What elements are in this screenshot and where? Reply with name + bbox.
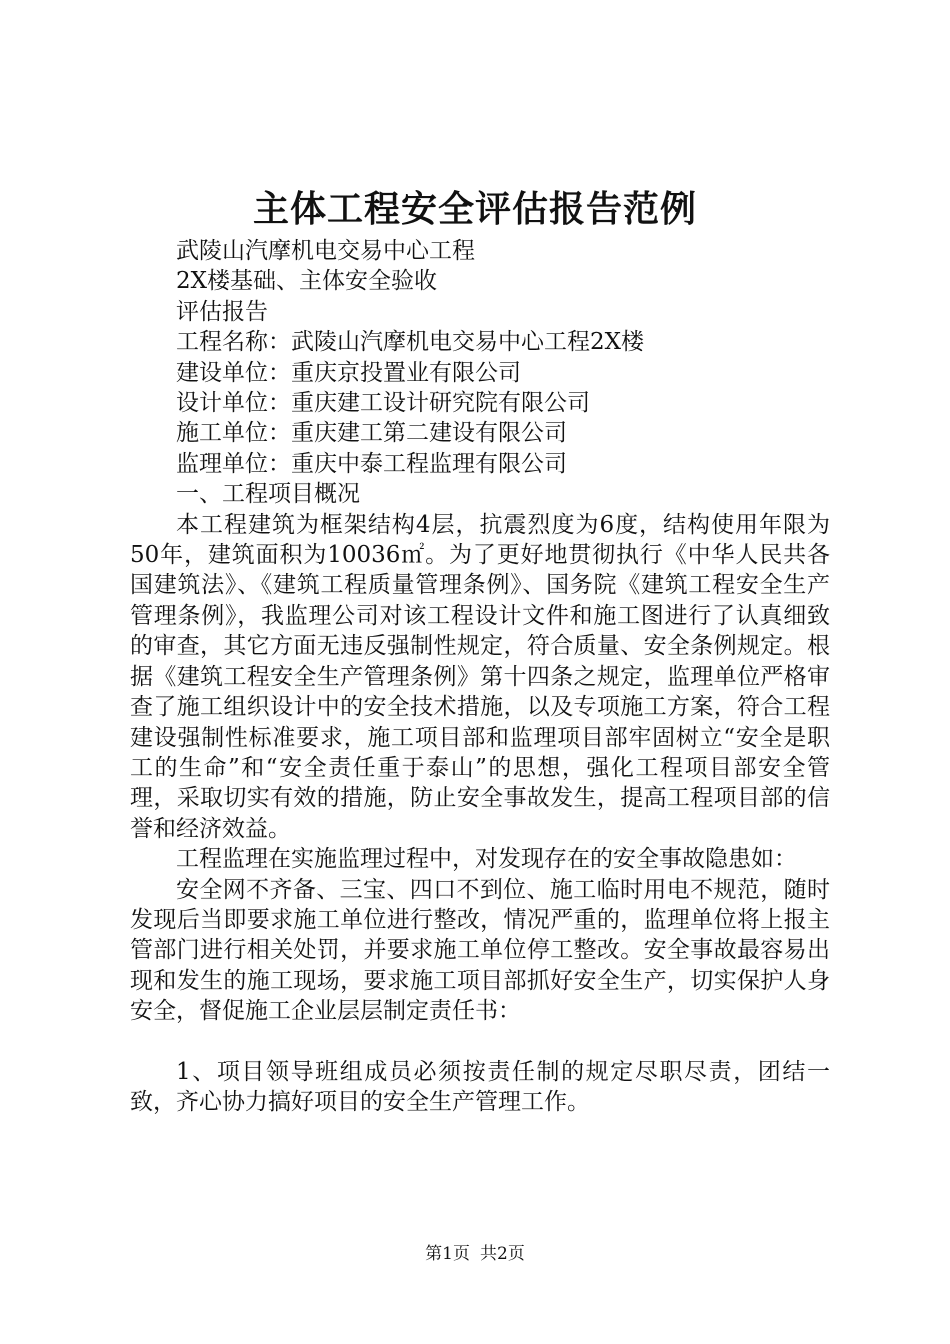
paragraph: 监理单位：重庆中泰工程监理有限公司 [176, 450, 567, 477]
page-number: 第1页 [425, 1244, 470, 1264]
paragraph: 本工程建筑为框架结构4层，抗震烈度为6度，结构使用年限为50年，建筑面积为10036㎡。为了更好地贯彻执行《中华人民共各国建筑法》、《建筑工程质量管理条例》、国务院《建筑工程安全生产管理条例》，我监理公司对该工程设计文件和施工图进行了认真细致的审查，其它方面无违反强制性规定，符合质量、安全条例规定。根据《建筑工程安全生产管理条例》第十四条之规定，监理单位严格审查了施工组织设计中的安全技术措施，以及专项施工方案，符合工程建设强制性标准要求，施工项目部和监理项目部牢固树立“安全是职工的生命”和“安全责任重于泰山”的思想，强化工程项目部安全管理，采取切实有效的措施，防止安全事故发生，提高工程项目部的信誉和经济效益。 [130, 511, 830, 842]
page-footer [0, 1243, 950, 1265]
document-body [130, 236, 830, 1117]
paragraph: 设计单位：重庆建工设计研究院有限公司 [176, 390, 590, 417]
page-total: 共2页 [480, 1244, 525, 1264]
paragraph: 工程监理在实施监理过程中，对发现存在的安全事故隐患如： [176, 846, 797, 873]
paragraph: 2X楼基础、主体安全验收 [176, 268, 438, 295]
paragraph: 1、项目领导班组成员必须按责任制的规定尽职尽责，团结一致，齐心协力搞好项目的安全生产管理工作。 [130, 1058, 830, 1115]
paragraph: 安全网不齐备、三宝、四口不到位、施工临时用电不规范，随时发现后当即要求施工单位进行整改，情况严重的，监理单位将上报主管部门进行相关处罚，并要求施工单位停工整改。安全事故最容易出现和发生的施工现场，要求施工项目部抓好安全生产，切实保护人身安全，督促施工企业层层制定责任书： [130, 876, 830, 1025]
document-title: 主体工程安全评估报告范例 [252, 188, 697, 230]
paragraph: 建设单位：重庆京投置业有限公司 [176, 359, 521, 386]
paragraph: 评估报告 [176, 298, 268, 325]
paragraph: 施工单位：重庆建工第二建设有限公司 [176, 420, 567, 447]
paragraph: 武陵山汽摩机电交易中心工程 [176, 238, 475, 264]
paragraph: 工程名称：武陵山汽摩机电交易中心工程2X楼 [176, 329, 645, 356]
section-heading: 一、工程项目概况 [176, 481, 360, 508]
